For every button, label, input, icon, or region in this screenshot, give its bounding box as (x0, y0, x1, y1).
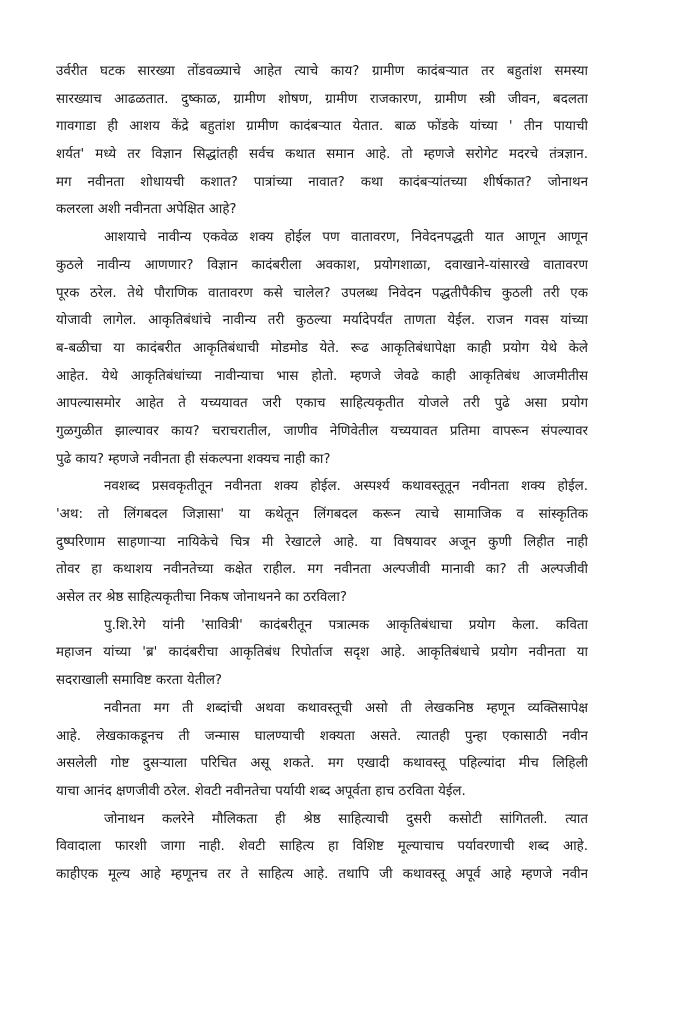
text-line: शर्यत' मध्ये तर विज्ञान सिद्धांतही सर्वच कथात समान आहे. तो म्हणजे सरोगेट मदरचे तंत्रज्ञान. (56, 147, 588, 163)
text-line: जोनाथन कलरेने मौलिकता ही श्रेष्ठ साहित्याची दुसरी कसोटी सांगितली. त्यात (104, 811, 588, 827)
text-line: याचा आनंद क्षणजीवी ठरेल. शेवटी नवीनतेचा पर्यायी शब्द अपूर्वता हाच ठरविता येईल. (56, 783, 466, 799)
text-line: गुळगुळीत झाल्यावर काय? चराचरातील, जाणीव नेणिवेतील यच्ययावत प्रतिमा वापरून संपल्यावर (56, 423, 588, 439)
text-line: उर्वरीत घटक सारख्या तोंडवळ्याचे आहेत त्याचे काय? ग्रामीण कादंबऱ्यात तर बहुतांश समस्या (56, 64, 588, 79)
text-line: कलरला अशी नवीनता अपेक्षित आहे? (56, 202, 237, 218)
paragraph (56, 612, 588, 695)
text-line: नवशब्द प्रसवकृतीतून नवीनता शक्य होईल. अस्पर्श्य कथावस्तूतून नवीनता शक्य होईल. (104, 479, 588, 495)
text-line: दुष्परिणाम साहणाऱ्या नायिकेचे चित्र मी रेखाटले आहे. या विषयावर अजून कुणी लिहीत नाही (56, 534, 588, 550)
text-line: आशयाचे नावीन्य एकवेळ शक्य होईल पण वातावरण, निवेदनपद्धती यात आणून आणून (104, 230, 588, 246)
paragraph (56, 224, 588, 473)
text-line: पु.शि.रेगे यांनी 'सावित्री' कादंबरीतून पत्रात्मक आकृतिबंधाचा प्रयोग केला. कविता (104, 617, 588, 633)
text-line: सारख्याच आढळतात. दुष्काळ, ग्रामीण शोषण, ग्रामीण राजकारण, ग्रामीण स्त्री जीवन, बदलता (56, 91, 588, 107)
text-line: विवादाला फारशी जागा नाही. शेवटी साहित्य हा विशिष्ट मूल्याचाच पर्यावरणाची शब्द आहे. (56, 839, 588, 855)
text-line: काहीएक मूल्य आहे म्हणूनच तर ते साहित्य आहे. तथापि जी कथावस्तू अपूर्व आहे म्हणजे नवीन (56, 866, 588, 882)
text-line: ब-बळीचा या कादंबरीत आकृतिबंधाची मोडमोड येते. रूढ आकृतिबंधापेक्षा काही प्रयोग येथे केले (56, 340, 588, 356)
text-line: सदराखाली समाविष्ट करता येतील? (56, 673, 223, 689)
paragraph (56, 806, 588, 889)
text-line: आहेत. येथे आकृतिबंधांच्या नावीन्याचा भास होतो. म्हणजे जेवढे काही आकृतिबंध आजमीतीस (56, 368, 588, 384)
text-line: आपल्यासमोर आहेत ते यच्ययावत जरी एकाच साहित्यकृतीत योजले तरी पुढे असा प्रयोग (56, 396, 588, 412)
text-line: गावगाडा ही आशय केंद्रे बहुतांश ग्रामीण कादंबऱ्यात येतात. बाळ फोंडके यांच्या ' तीन पायाची (56, 119, 588, 135)
text-line: पुढे काय? म्हणजे नवीनता ही संकल्पना शक्यच नाही का? (56, 451, 331, 467)
text-line: मग नवीनता शोधायची कशात? पात्रांच्या नावात? कथा कादंबऱ्यांतच्या शीर्षकात? जोनाथन (56, 174, 588, 190)
paragraph (56, 695, 588, 806)
text-line: असेल तर श्रेष्ठ साहित्यकृतीचा निकष जोनाथनने का ठरविला? (56, 590, 347, 606)
text-line: पूरक ठरेल. तेथे पौराणिक वातावरण कसे चालेल? उपलब्ध निवेदन पद्धतीपैकीच कुठली तरी एक (56, 285, 588, 301)
text-line: योजावी लागेल. आकृतिबंधांचे नावीन्य तरी कुठल्या मर्यादेपर्यंत ताणता येईल. राजन गवस यांच्या (56, 313, 588, 329)
text-line: महाजन यांच्या 'ब्र' कादंबरीचा आकृतिबंध रिपोर्ताज सदृश आहे. आकृतिबंधाचे प्रयोग नवीनता या (56, 645, 588, 661)
text-line: असलेली गोष्ट दुसऱ्याला परिचित असू शकते. मग एखादी कथावस्तू पहिल्यांदा मीच लिहिली (56, 756, 588, 772)
text-line: तोवर हा कथाशय नवीनतेच्या कक्षेत राहील. मग नवीनता अल्पजीवी मानावी का? ती अल्पजीवी (56, 562, 588, 578)
paragraph (56, 473, 588, 611)
text-line: आहे. लेखकाकडूनच ती जन्मास घालण्याची शक्यता असते. त्यातही पुन्हा एकासाठी नवीन (56, 728, 588, 744)
text-line: 'अथ: तो लिंगबदल जिज्ञासा' या कथेतून लिंगबदल करून त्याचे सामाजिक व सांस्कृतिक (56, 507, 588, 522)
text-line: कुठले नावीन्य आणणार? विज्ञान कादंबरीला अवकाश, प्रयोगशाळा, दवाखाने-यांसारखे वातावरण (56, 257, 588, 273)
paragraph (56, 58, 588, 224)
text-line: नवीनता मग ती शब्दांची अथवा कथावस्तूची असो ती लेखकनिष्ठ म्हणून व्यक्तिसापेक्ष (104, 700, 588, 716)
